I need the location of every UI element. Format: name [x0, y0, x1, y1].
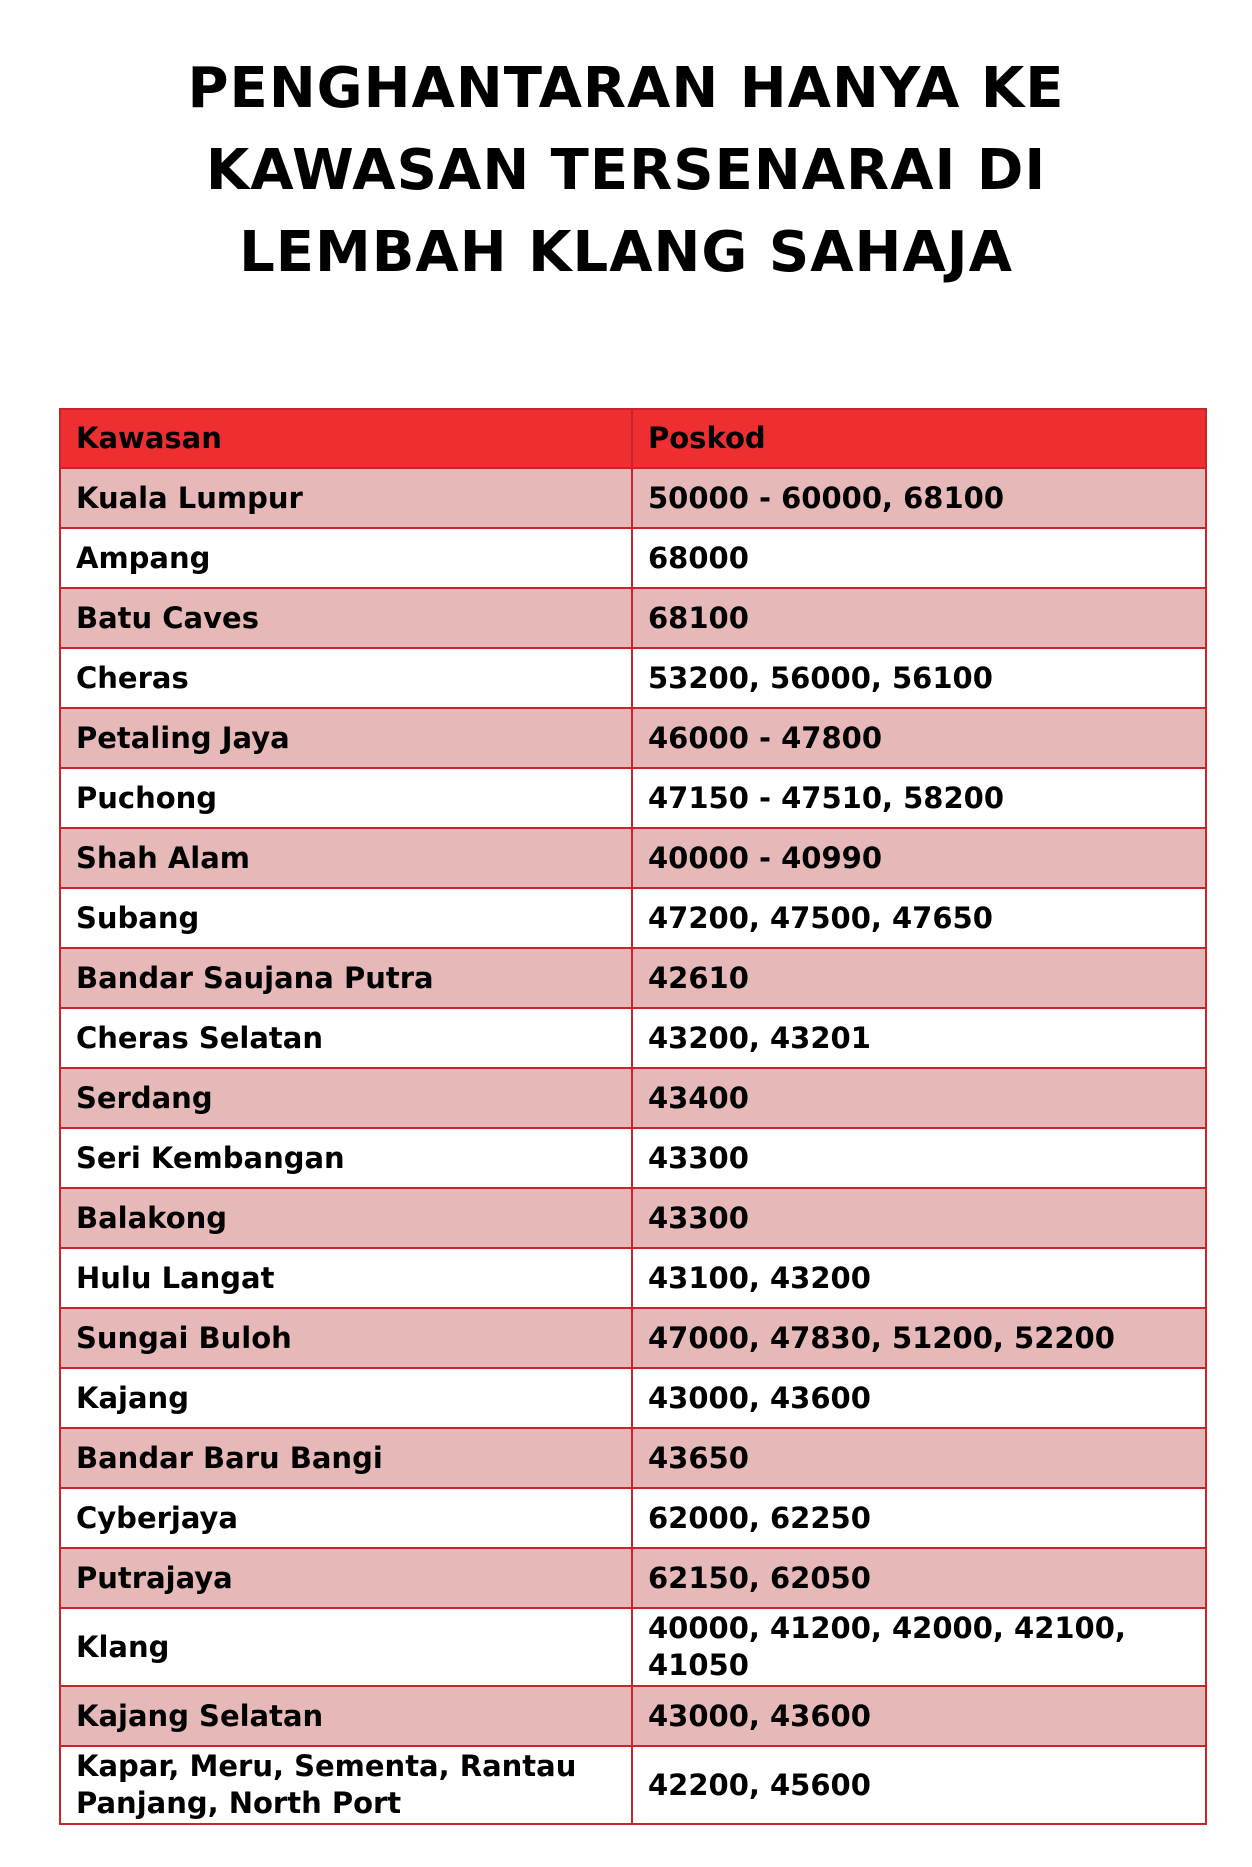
area-cell: Kajang Selatan — [60, 1686, 632, 1746]
table-row — [60, 1608, 1206, 1686]
table-header-row — [60, 409, 1206, 468]
table-row — [60, 1488, 1206, 1548]
table-row — [60, 1068, 1206, 1128]
postcode-cell: 43300 — [632, 1188, 1206, 1248]
area-cell: Serdang — [60, 1068, 632, 1128]
area-cell: Bandar Saujana Putra — [60, 948, 632, 1008]
postcode-cell: 43300 — [632, 1128, 1206, 1188]
column-header-area: Kawasan — [60, 409, 632, 468]
table-row — [60, 1368, 1206, 1428]
postcode-cell: 50000 - 60000, 68100 — [632, 468, 1206, 528]
column-header-postcode: Poskod — [632, 409, 1206, 468]
area-cell: Cheras Selatan — [60, 1008, 632, 1068]
postcode-cell: 62150, 62050 — [632, 1548, 1206, 1608]
area-cell: Ampang — [60, 528, 632, 588]
title-line-2: KAWASAN TERSENARAI DI — [205, 138, 1047, 203]
table-row — [60, 1008, 1206, 1068]
page-title — [100, 48, 1152, 294]
table-row — [60, 708, 1206, 768]
area-cell: Batu Caves — [60, 588, 632, 648]
postcode-cell: 47000, 47830, 51200, 52200 — [632, 1308, 1206, 1368]
table-row — [60, 1686, 1206, 1746]
table-row — [60, 528, 1206, 588]
postcode-cell: 46000 - 47800 — [632, 708, 1206, 768]
area-cell: Petaling Jaya — [60, 708, 632, 768]
table-row — [60, 768, 1206, 828]
area-cell: Putrajaya — [60, 1548, 632, 1608]
table-row — [60, 1128, 1206, 1188]
area-cell: Shah Alam — [60, 828, 632, 888]
postcode-cell: 43000, 43600 — [632, 1368, 1206, 1428]
table-row — [60, 828, 1206, 888]
postcode-cell: 68100 — [632, 588, 1206, 648]
postcode-cell: 43200, 43201 — [632, 1008, 1206, 1068]
table-row — [60, 648, 1206, 708]
area-cell: Cyberjaya — [60, 1488, 632, 1548]
table-row — [60, 1548, 1206, 1608]
area-cell: Hulu Langat — [60, 1248, 632, 1308]
title-line-1: PENGHANTARAN HANYA KE — [187, 56, 1065, 121]
postcode-cell: 40000 - 40990 — [632, 828, 1206, 888]
title-line-3: LEMBAH KLANG SAHAJA — [239, 220, 1013, 285]
area-cell: Bandar Baru Bangi — [60, 1428, 632, 1488]
postcode-cell: 42200, 45600 — [632, 1746, 1206, 1824]
table-row — [60, 1746, 1206, 1824]
table-row — [60, 1248, 1206, 1308]
table-row — [60, 1188, 1206, 1248]
area-cell: Kuala Lumpur — [60, 468, 632, 528]
postcode-cell: 68000 — [632, 528, 1206, 588]
table-row — [60, 1428, 1206, 1488]
area-cell: Balakong — [60, 1188, 632, 1248]
postcode-cell: 40000, 41200, 42000, 42100, 41050 — [632, 1608, 1206, 1686]
table-row — [60, 948, 1206, 1008]
postcode-table — [59, 408, 1207, 1825]
postcode-cell: 42610 — [632, 948, 1206, 1008]
area-cell: Puchong — [60, 768, 632, 828]
area-cell: Sungai Buloh — [60, 1308, 632, 1368]
area-cell: Kapar, Meru, Sementa, Rantau Panjang, North Port — [60, 1746, 632, 1824]
area-cell: Klang — [60, 1608, 632, 1686]
table-row — [60, 1308, 1206, 1368]
postcode-cell: 53200, 56000, 56100 — [632, 648, 1206, 708]
postcode-cell: 47200, 47500, 47650 — [632, 888, 1206, 948]
postcode-cell: 47150 - 47510, 58200 — [632, 768, 1206, 828]
postcode-cell: 43650 — [632, 1428, 1206, 1488]
postcode-cell: 43100, 43200 — [632, 1248, 1206, 1308]
area-cell: Kajang — [60, 1368, 632, 1428]
postcode-cell: 43400 — [632, 1068, 1206, 1128]
area-cell: Subang — [60, 888, 632, 948]
table-row — [60, 468, 1206, 528]
table-row — [60, 888, 1206, 948]
area-cell: Seri Kembangan — [60, 1128, 632, 1188]
postcode-cell: 43000, 43600 — [632, 1686, 1206, 1746]
area-cell: Cheras — [60, 648, 632, 708]
table-row — [60, 588, 1206, 648]
postcode-cell: 62000, 62250 — [632, 1488, 1206, 1548]
